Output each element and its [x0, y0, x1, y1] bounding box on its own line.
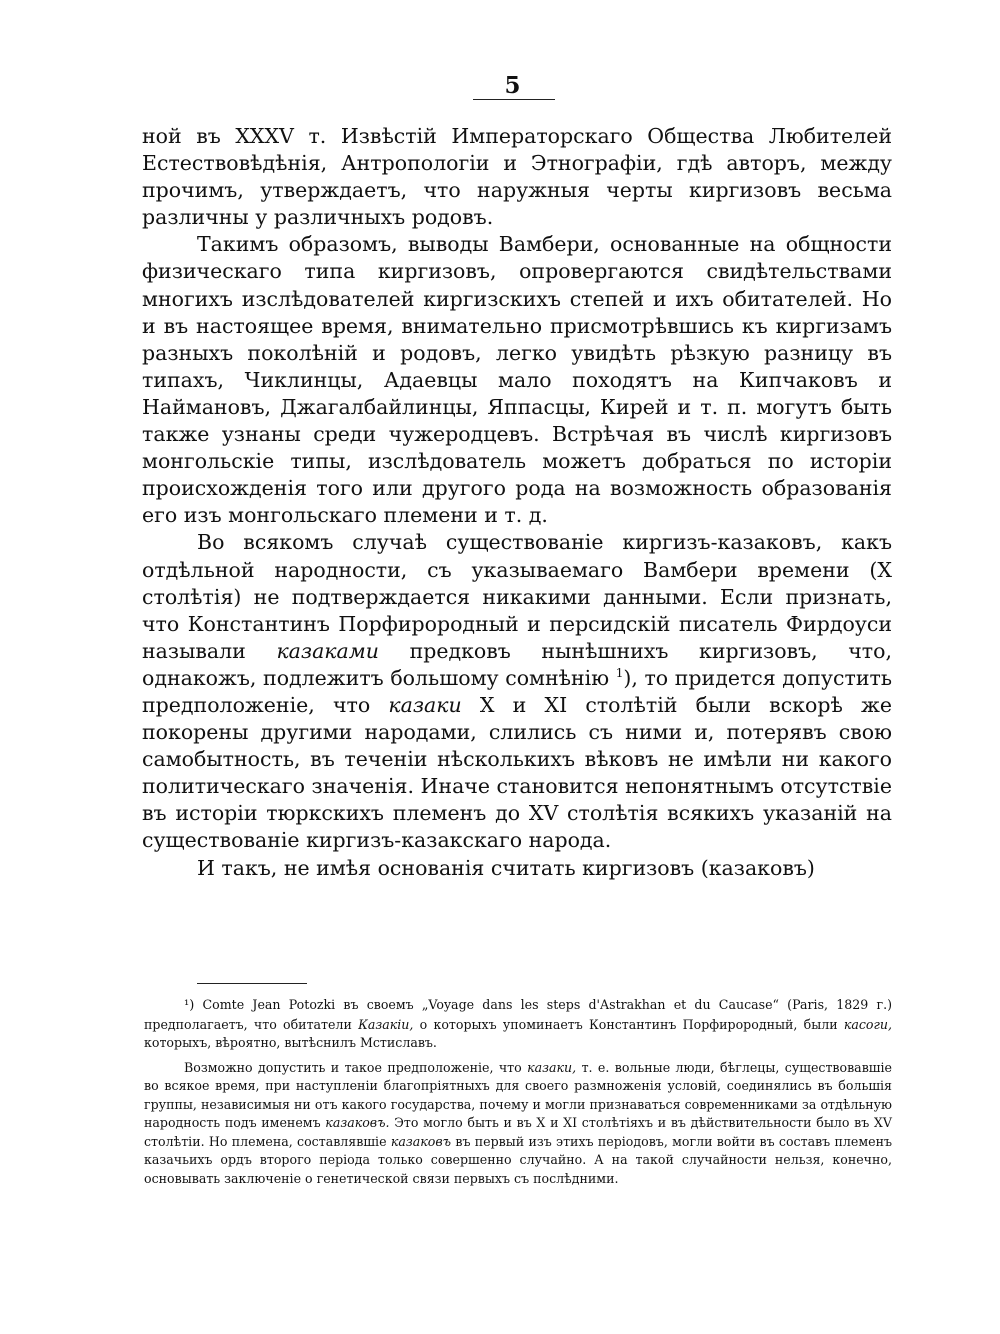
footnote-2-text-a: Возможно допустить и такое предположеніе, что	[184, 1059, 522, 1075]
footnote-2-italic-kazakov: казаковъ.	[325, 1115, 390, 1130]
footnote-2-text-b: т. е. вольные люди, бѣглецы, существовавшіе во всякое время, при наступленіи благопріятныхъ для своего размноженія условій, соединялись въ большія группы, независимыя ни отъ какого государства, почему и могли признаваться современниками за отдѣльную народность подъ именемъ	[144, 1059, 892, 1130]
footnote-1-mark: ¹)	[184, 998, 195, 1013]
footnote-rule	[197, 983, 307, 984]
paragraph-3-italic-kazaki-2: казаки	[388, 692, 462, 717]
paragraph-3-italic-kazaki: казаками	[276, 638, 379, 663]
footnote-2-italic-kazakov-2: казаковъ	[390, 1133, 452, 1149]
main-text	[142, 123, 892, 882]
paragraph-2: Такимъ образомъ, выводы Вамбери, основанные на общности физическаго типа киргизовъ, опровергаются свидѣтельствами многихъ изслѣдователей киргизскихъ степей и ихъ обитателей. Но и въ настоящее время, внимательно присмотрѣвшись къ киргизамъ разныхъ поколѣній и родовъ, легко увидѣть рѣзкую разницу въ типахъ, Чиклинцы, Адаевцы мало походятъ на Кипчаковъ и Наймановъ, Джагалбайлинцы, Яппасцы, Кирей и т. п. могутъ быть также узнаны среди чужеродцевъ. Встрѣчая въ числѣ киргизовъ монгольскіе типы, изслѣдователь можетъ добраться по исторіи происхожденія того или другого рода на возможность образованія его изъ монгольскаго племени и т. д.	[142, 232, 892, 528]
paragraph-1: ной въ XXXV т. Извѣстій Императорскаго Общества Любителей Естествовѣдѣнія, Антропологіи и Этнографіи, гдѣ авторъ, между прочимъ, утверждаетъ, что наружныя черты киргизовъ весьма различны у различныхъ родовъ.	[142, 124, 892, 230]
footnote-1-italic-kasogi: касоги,	[843, 1016, 892, 1032]
footnote-2-text-d: въ первый изъ этихъ періодовъ, могли войти въ составъ племенъ казачьихъ ордъ второго періода только совершенно случайно. А на такой случайности нельзя, конечно, основывать заключеніе о генетической связи первыхъ съ послѣдними.	[144, 1133, 892, 1186]
paragraph-3-text-d: X и XI столѣтій были вскорѣ же покорены другими народами, слились съ ними и, потерявъ свою самобытность, въ теченіи нѣсколькихъ вѣковъ не имѣли ни какого политическаго значенія. Иначе становится непонятнымъ отсутствіе въ исторіи тюркскихъ племенъ до XV столѣтія всякихъ указаній на существованіе киргизъ-казакскаго народа.	[142, 692, 892, 853]
footnote-2-italic-kazaki: казаки,	[527, 1059, 577, 1075]
footnote-1-text-b: о которыхъ упоминаетъ Константинъ Порфирородный, были	[419, 1016, 838, 1032]
footnote-1	[144, 996, 892, 1053]
footnote-2-text-c: Это могло быть и въ X и XI столѣтіяхъ и въ дѣйствительности было въ XV столѣтіи. Но племена, составлявшіе	[144, 1115, 892, 1149]
footnote-1-text-c: которыхъ, вѣроятно, вытѣснилъ Мстиславъ.	[144, 1035, 437, 1050]
page-number-rule	[473, 99, 555, 100]
footnote-1-text-a: Comte Jean Potozki въ своемъ „Voyage dans les steps d'Astrakhan et du Caucase“ (Paris, 1829 г.) предполагаетъ, что обитатели	[144, 997, 893, 1032]
paragraph-3	[142, 529, 892, 854]
paragraph-3-text-a: Во всякомъ случаѣ существованіе киргизъ-казаковъ, какъ отдѣльной народности, съ указываемаго Вамбери времени (X столѣтія) не подтверждается никакими данными. Если признать, что Константинъ Порфирородный и персидскій писатель Фирдоуси называли	[142, 530, 892, 663]
paragraph-3-text-c: ), то придется допустить предположеніе, что	[142, 665, 892, 717]
page-number: 5	[504, 72, 521, 99]
paragraph-4: И такъ, не имѣя основанія считать киргизовъ (казаковъ)	[197, 855, 815, 880]
footnote-2	[144, 1059, 892, 1189]
footnote-ref-1: 1	[615, 666, 624, 681]
footnote-1-italic-kazakii: Казакіи,	[358, 1016, 414, 1032]
paragraph-3-text-b: предковъ нынѣшнихъ киргизовъ, что, однакожъ, подлежитъ большому сомнѣнію	[142, 638, 892, 690]
footnotes	[144, 996, 892, 1194]
